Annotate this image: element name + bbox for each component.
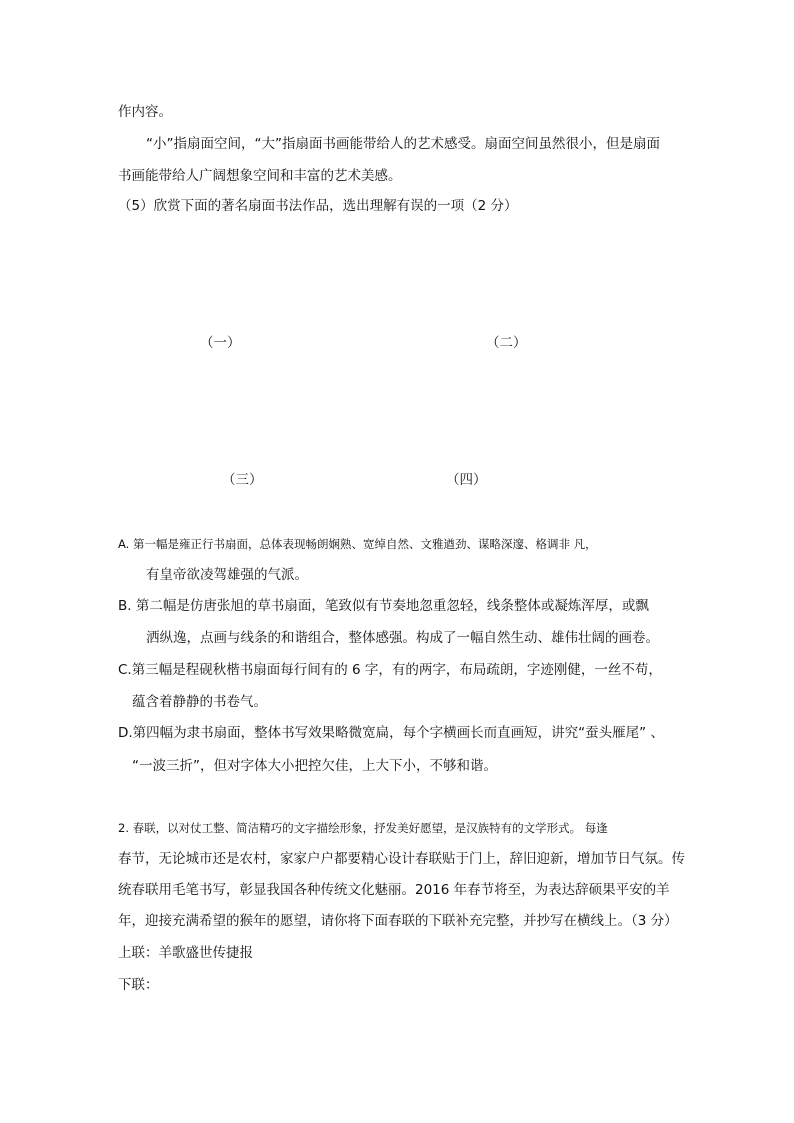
couplet-upper: 上联：羊歌盛世传捷报 [118,945,253,961]
fan-caption-3: （三） [222,472,263,488]
question-2-line-2: 春节，无论城市还是农村，家家户户都要精心设计春联贴于门上，辞旧迎新，增加节日气氛。传 [118,851,685,867]
option-b-line-2: 洒纵逸，点画与线条的和谐组合，整体感强。构成了一幅自然生动、雄伟壮阔的画卷。 [146,630,659,646]
question-2-line-1: 2. 春联，以对仗工整、简洁精巧的文字描绘形象，抒发美好愿望，是汉族特有的文学形式。 每逢 [118,821,608,835]
option-c-line-2: 蕴含着静静的书卷气。 [132,694,267,710]
option-a-line-2: 有皇帝欲凌驾雄强的气派。 [146,567,308,583]
question-2-line-4: 年，迎接充满希望的猴年的愿望，请你将下面春联的下联补充完整，并抄写在横线上。（3 分） [118,913,678,929]
option-b-line-1: B. 第二幅是仿唐张旭的草书扇面，笔致似有节奏地忽重忽轻，线条整体或凝炼浑厚，或飘 [118,598,649,614]
intro-paragraph-line-2: 书画能带给人广阔想象空间和丰富的艺术美感。 [118,168,402,184]
intro-continuation: 作内容。 [118,104,172,120]
question-5-prompt: （5）欣赏下面的著名扇面书法作品，选出理解有误的一项（2 分） [118,198,518,214]
fan-caption-1: （一） [200,335,241,351]
option-d-line-1: D.第四幅为隶书扇面，整体书写效果略微宽扁，每个字横画长而直画短，讲究“蚕头雁尾” 、 [118,725,664,741]
intro-paragraph-line-1: “小”指扇面空间，“大”指扇面书画能带给人的艺术感受。扇面空间虽然很小，但是扇面 [146,136,660,152]
option-a-line-1: A. 第一幅是雍正行书扇面，总体表现畅朗娴熟、宽绰自然、文雅遒劲、谋略深邃、格调非 凡， [118,537,597,551]
question-2-line-3: 统春联用毛笔书写，彰显我国各种传统文化魅丽。2016 年春节将至，为表达辞硕果平安的羊 [118,882,670,898]
fan-caption-2: （二） [486,335,527,351]
fan-caption-4: （四） [446,472,487,488]
option-c-line-1: C.第三幅是程砚秋楷书扇面每行间有的 6 字，有的两字，布局疏朗，字迹刚健，一丝不苟， [118,662,662,678]
couplet-lower-answer-field[interactable]: 下联： [118,977,159,993]
option-d-line-2: “一波三折”，但对字体大小把控欠佳，上大下小，不够和谐。 [132,758,497,774]
